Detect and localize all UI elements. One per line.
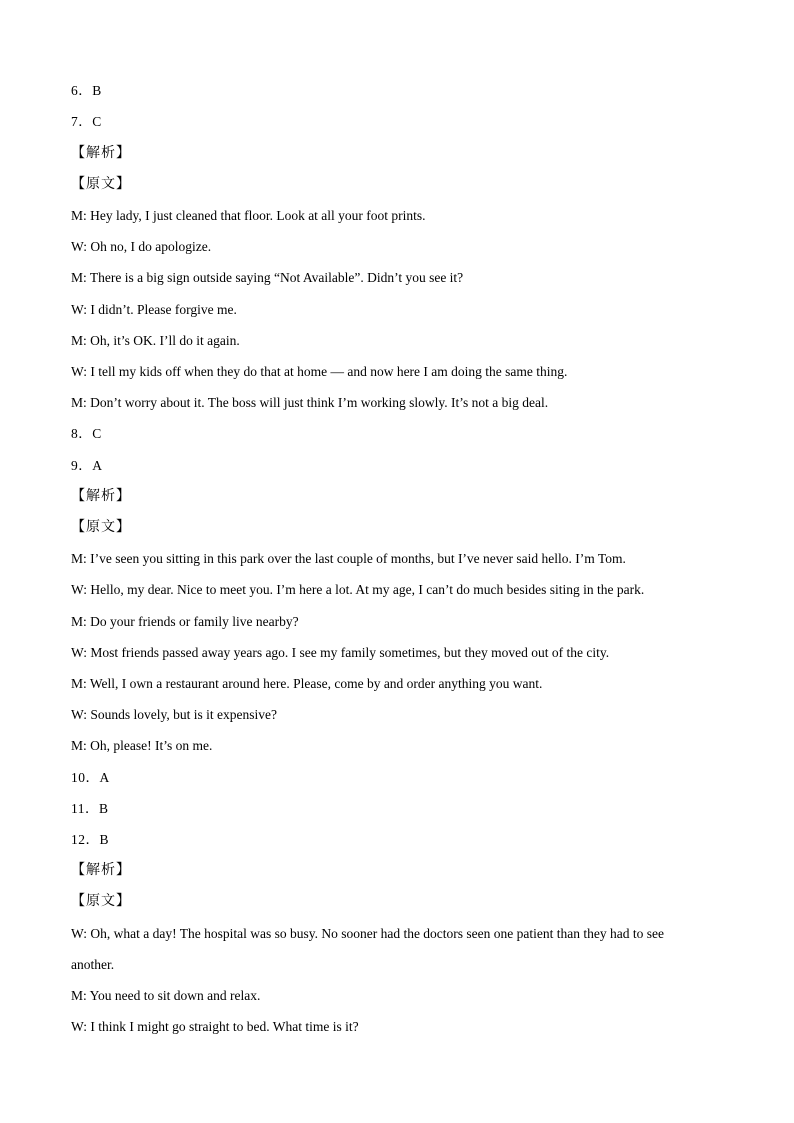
analysis-heading: 【解析】	[71, 863, 131, 878]
dialogue-line: M: There is a big sign outside saying “Not Available”. Didn’t you see it?	[71, 270, 464, 285]
dialogue-line: M: Don’t worry about it. The boss will just think I’m working slowly. It’s not a big deal.	[71, 395, 549, 410]
dialogue-line: W: Most friends passed away years ago. I see my family sometimes, but they moved out of the city.	[71, 645, 610, 660]
dialogue-line: M: I’ve seen you sitting in this park over the last couple of months, but I’ve never said hello. I’m Tom.	[71, 551, 626, 566]
dialogue-line: M: Hey lady, I just cleaned that floor. Look at all your foot prints.	[71, 208, 426, 223]
analysis-heading: 【解析】	[71, 146, 131, 161]
transcript-heading: 【原文】	[71, 520, 131, 535]
dialogue-line: M: Well, I own a restaurant around here. Please, come by and order anything you want.	[71, 676, 543, 691]
dialogue-line: M: You need to sit down and relax.	[71, 988, 261, 1003]
dialogue-line: W: I think I might go straight to bed. What time is it?	[71, 1019, 359, 1034]
answer-8: 8．C	[71, 426, 102, 441]
analysis-heading: 【解析】	[71, 489, 131, 504]
dialogue-line: W: Sounds lovely, but is it expensive?	[71, 707, 277, 722]
answer-7: 7．C	[71, 114, 102, 129]
answer-11: 11．B	[71, 801, 109, 816]
answer-9: 9．A	[71, 458, 103, 473]
dialogue-line: W: I tell my kids off when they do that at home — and now here I am doing the same thing.	[71, 364, 568, 379]
dialogue-line: W: I didn’t. Please forgive me.	[71, 302, 237, 317]
transcript-heading: 【原文】	[71, 177, 131, 192]
dialogue-line: M: Oh, it’s OK. I’ll do it again.	[71, 333, 240, 348]
dialogue-line: W: Hello, my dear. Nice to meet you. I’m here a lot. At my age, I can’t do much besides siting in the park.	[71, 582, 645, 597]
answer-12: 12．B	[71, 832, 110, 847]
transcript-heading: 【原文】	[71, 894, 131, 909]
answer-6: 6．B	[71, 83, 102, 98]
answer-10: 10．A	[71, 770, 110, 785]
dialogue-line: M: Oh, please! It’s on me.	[71, 738, 213, 753]
dialogue-line: M: Do your friends or family live nearby?	[71, 614, 299, 629]
dialogue-line: W: Oh, what a day! The hospital was so busy. No sooner had the doctors seen one patient than they had to see	[71, 926, 664, 941]
dialogue-line: another.	[71, 957, 115, 972]
dialogue-line: W: Oh no, I do apologize.	[71, 239, 212, 254]
